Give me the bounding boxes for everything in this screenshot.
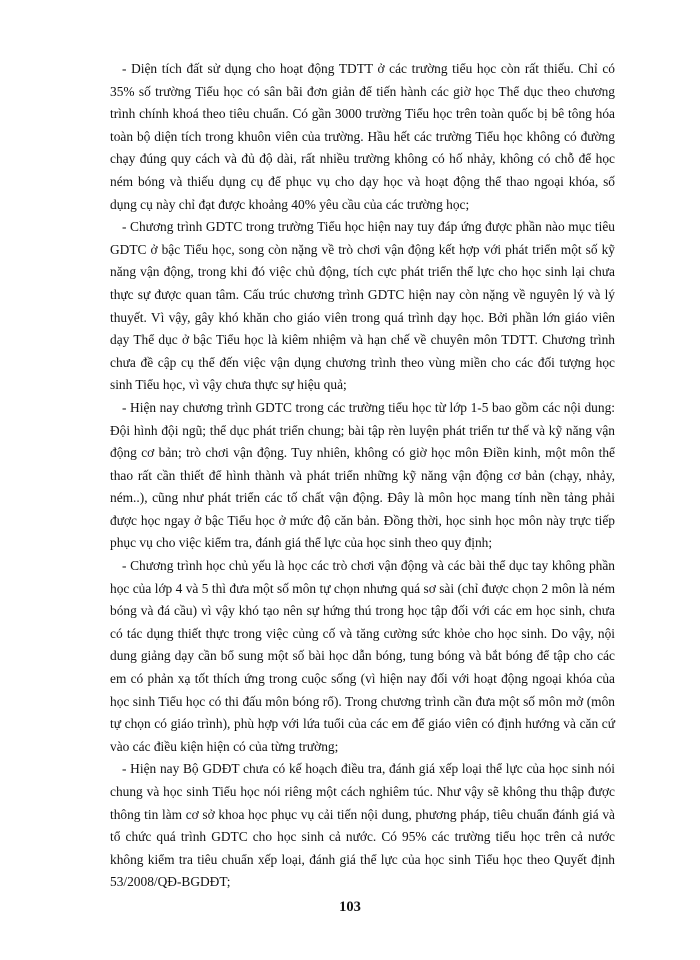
body-text [110,58,615,894]
paragraph-fitness-assessment: - Hiện nay Bộ GDĐT chưa có kế hoạch điều tra, đánh giá xếp loại thể lực của học sinh nói chung và học sinh Tiểu học nói riêng một cách nghiêm túc. Như vậy sẽ không thu thập được thông tin làm cơ sở khoa học phục vụ cải tiến nội dung, phương pháp, tiêu chuẩn đánh giá và tổ chức quá trình GDTC cho học sinh cả nước. Có 95% các trường tiểu học trên cả nước không kiểm tra tiêu chuẩn xếp loại, đánh giá thể lực của học sinh Tiểu học theo Quyết định 53/2008/QĐ-BGDĐT; [110,761,615,890]
paragraph-curriculum-content: - Hiện nay chương trình GDTC trong các trường tiểu học từ lớp 1-5 bao gồm các nội dung: Đội hình đội ngũ; thể dục phát triển chung; bài tập rèn luyện phát triển tư thế và kỹ năng vận động cơ bản; trò chơi vận động. Tuy nhiên, không có giờ học môn Điền kinh, một môn thể thao rất cần thiết để hình thành và phát triển những kỹ năng vận động cơ bản (chạy, nhảy, ném..), cũng như phát triển các tố chất vận động. Đây là môn học mang tính nền tảng phải được học ngay ở bậc Tiểu học ở mức độ căn bản. Đồng thời, học sinh học môn này trực tiếp phục vụ cho việc kiểm tra, đánh giá thể lực của học sinh theo quy định; [110,399,615,551]
page-number: 103 [339,899,361,915]
paragraph-curriculum-structure: - Chương trình GDTC trong trường Tiểu học hiện nay tuy đáp ứng được phần nào mục tiêu GDTC ở bậc Tiểu học, song còn nặng về trò chơi vận động kết hợp với phát triển một số kỹ năng vận động, trong khi đó việc chủ động, tích cực phát triển thể lực cho học sinh lại chưa thực sự được quan tâm. Cấu trúc chương trình GDTC hiện nay còn nặng về nguyên lý và lý thuyết. Vì vậy, gây khó khăn cho giáo viên trong quá trình dạy học. Bởi phần lớn giáo viên dạy Thể dục ở bậc Tiểu học là kiêm nhiệm và hạn chế về chuyên môn TDTT. Chương trình chưa đề cập cụ thể đến việc vận dụng chương trình theo vùng miền cho các đối tượng học sinh Tiểu học, vì vậy chưa thực sự hiệu quả; [110,219,615,393]
paragraph-elective-subjects: - Chương trình học chủ yếu là học các trò chơi vận động và các bài thể dục tay không phần học của lớp 4 và 5 thì đưa một số môn tự chọn nhưng quá sơ sài (chỉ được chọn 2 môn là ném bóng và đá cầu) vì vậy khó tạo nên sự hứng thú trong học tập đối với các em học sinh, chưa có tác dụng thiết thực trong việc củng cố và tăng cường sức khỏe cho học sinh. Do vậy, nội dung giảng dạy cần bổ sung một số bài học dẫn bóng, tung bóng và bắt bóng để tập cho các em có phản xạ tốt thích ứng trong cuộc sống (vì hiện nay đối với hoạt động ngoại khóa của học sinh Tiểu học có thi đấu môn bóng rổ). Trong chương trình cần đưa một số môn mở (môn tự chọn có giáo trình), phù hợp với lứa tuổi của các em để giáo viên có định hướng và căn cứ vào các điều kiện hiện có của từng trường; [110,558,615,754]
paragraph-school-facilities: - Diện tích đất sử dụng cho hoạt động TDTT ở các trường tiểu học còn rất thiếu. Chỉ có 35% số trường Tiểu học có sân bãi đơn giản để tiến hành các giờ học Thể dục theo chương trình chính khoá theo tiêu chuẩn. Có gần 3000 trường Tiểu học trên toàn quốc bị bê tông hóa toàn bộ diện tích trong khuôn viên của trường. Hầu hết các trường Tiểu học không có đường chạy đúng quy cách và đủ độ dài, rất nhiều trường không có hố nhảy, không có chỗ để học ném bóng và thiếu dụng cụ để phục vụ cho dạy học và hoạt động thể thao ngoại khóa, số dụng cụ này chỉ đạt được khoảng 40% yêu cầu của các trường học; [110,61,615,212]
